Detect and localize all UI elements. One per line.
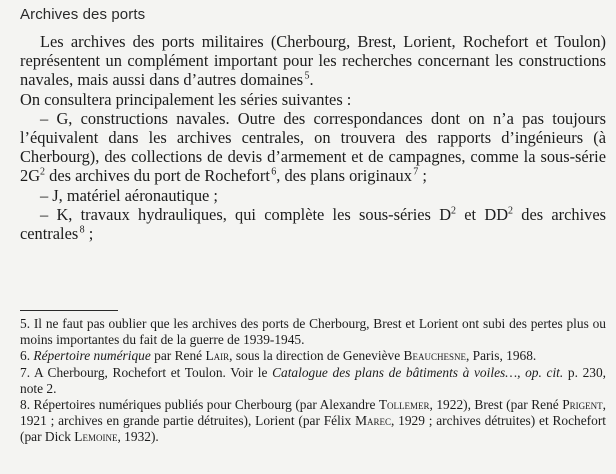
footnotes [20, 316, 606, 446]
footnote-8-text-2: , 1922), Brest (par René [429, 397, 563, 413]
series-k-text-3: des archives centrales [20, 204, 607, 244]
series-g-text-4: ; [418, 166, 427, 186]
footnote-8-number: 8. [20, 397, 31, 413]
footnote-6-author: Lair [205, 348, 230, 364]
footnote-6-text-1: par René [150, 348, 206, 364]
footnote-7 [20, 365, 606, 397]
footnote-5-text: Il ne faut pas oublier que les archives des ports de Cherbourg, Brest et Lorient ont subi des pertes plus ou moins importantes du fait de la guerre de 1939-1945. [20, 316, 606, 348]
intro-end: . [309, 70, 314, 90]
series-k-superscript-1: 2 [451, 205, 457, 217]
footnote-separator [20, 310, 118, 311]
footnote-7-text-1: A Cherbourg, Rochefort et Toulon. Voir le [30, 364, 273, 380]
footnote-7-number: 7. [20, 364, 31, 380]
footnote-8-author-3: Marec [355, 413, 391, 429]
series-g-superscript: 2 [40, 166, 46, 178]
footnote-8-text-4: , 1929 ; archives détruites) et Rochefort (par Dick [20, 413, 607, 445]
footnote-8-text-5: , 1932). [117, 429, 159, 445]
footnote-8 [20, 397, 606, 446]
series-k-text-4: ; [84, 224, 94, 244]
footnote-8-author-2: Prigent [562, 397, 603, 413]
series-k-superscript-2: 2 [508, 205, 514, 217]
body-text [20, 32, 606, 243]
footnote-ref-5[interactable]: 5 [304, 70, 310, 82]
footnote-8-author-1: Tollemer [378, 397, 430, 413]
footnote-6-title: Répertoire numérique [30, 348, 151, 364]
consult-paragraph: On consultera principalement les séries suivantes : [20, 89, 352, 109]
footnote-7-catalogue-title: Catalogue des plans de bâtiments à voiles…, op. cit. [272, 364, 564, 380]
footnote-6-number: 6. [20, 348, 31, 364]
footnote-8-text-1: Répertoires numériques publiés pour Cherbourg (par Alexandre [30, 397, 379, 413]
footnote-ref-8[interactable]: 8 [79, 224, 85, 236]
intro-paragraph [20, 32, 606, 90]
footnote-ref-7[interactable]: 7 [413, 166, 419, 178]
footnote-ref-6[interactable]: 6 [271, 166, 277, 178]
footnote-6-director: Beauchesne [403, 348, 466, 364]
series-g-text-2: des archives du port de Rochefort [45, 166, 270, 186]
series-k-paragraph [20, 205, 606, 243]
footnote-7-text-2: p. 230, note 2. [20, 364, 606, 396]
footnote-6 [20, 348, 606, 364]
series-g-text-1: – G, constructions navales. Outre des correspondances dont on n’a pas toujours l’équivalent dans les archives centrales, on trouvera des rapports d’ingénieurs (à Cherbourg), des collections de devis d’armement et de campagnes, comme la sous-série 2G [20, 108, 606, 186]
intro-text: Les archives des ports militaires (Cherbourg, Brest, Lorient, Rochefort et Toulon) représentent un complément important pour les recherches concernant les constructions navales, mais aussi dans d’autres domaines [20, 32, 606, 90]
footnote-5 [20, 316, 606, 348]
series-k-text-1: – K, travaux hydrauliques, qui complète les sous-séries D [40, 204, 452, 224]
footnote-5-number: 5. [20, 316, 31, 331]
footnote-8-author-4: Lemoine [74, 429, 118, 445]
footnote-6-text-2: , sous la direction de Geneviève [229, 348, 404, 364]
series-k-text-2: et DD [456, 204, 509, 224]
series-g-text-3: , des plans originaux [276, 166, 412, 186]
series-g-paragraph [20, 109, 606, 186]
section-heading: Archives des ports [20, 6, 146, 23]
series-j-paragraph: – J, matériel aéronautique ; [40, 185, 218, 205]
footnote-8-text-3: , 1921 ; archives en grande partie détruites), Lorient (par Félix [20, 397, 606, 429]
footnote-6-text-3: , Paris, 1968. [465, 348, 537, 364]
